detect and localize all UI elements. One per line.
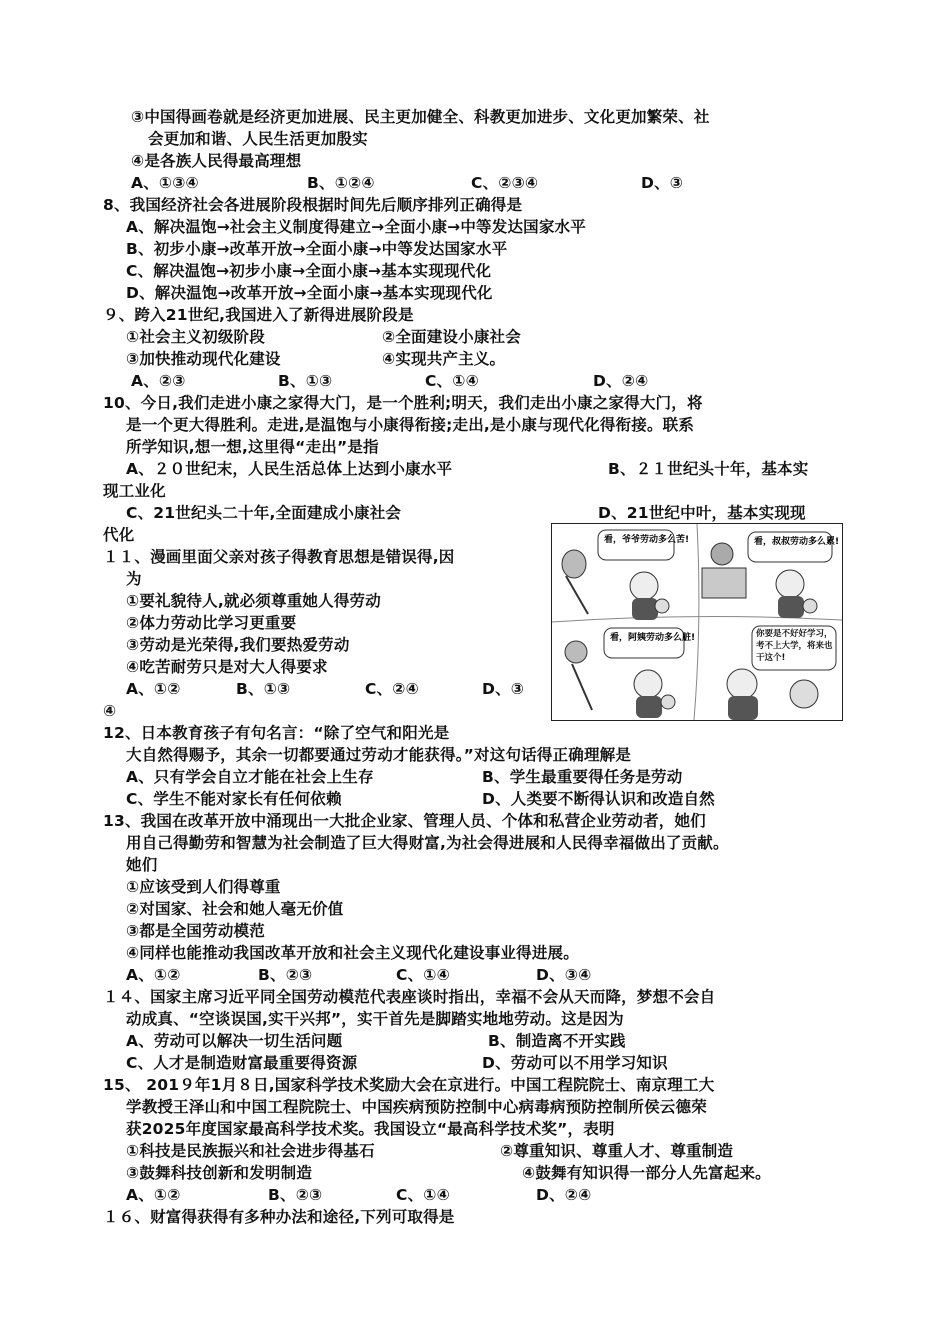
option: C、②④ [365, 680, 419, 698]
option: C、①④ [425, 372, 479, 390]
option: D、③④ [536, 966, 592, 984]
question-12: 12、日本教育孩子有句名言：“除了空气和阳光是 [103, 724, 450, 742]
child-head [655, 599, 669, 613]
question-9: ９、跨入21世纪,我国进入了新得进展阶段是 [103, 306, 414, 324]
option: B、①③ [278, 372, 333, 390]
option: C、21世纪头二十年,全面建成小康社会 [126, 504, 402, 522]
cleaner-figure [565, 641, 587, 663]
father-body [632, 598, 658, 620]
text-line: 她们 [126, 856, 158, 874]
option: B、学生最重要得任务是劳动 [482, 768, 683, 786]
bubble-text: 看，爷爷劳动多么苦! [604, 535, 690, 545]
question-8: 8、我国经济社会各进展阶段根据时间先后顺序排列正确得是 [103, 196, 523, 214]
option: B、初步小康→改革开放→全面小康→中等发达国家水平 [126, 240, 508, 258]
question-14: １４、国家主席习近平同全国劳动模范代表座谈时指出，幸福不会从天而降，梦想不会自 [103, 988, 716, 1006]
option: B、②③ [258, 966, 313, 984]
bubble-text: 看，叔叔劳动多么累! [754, 537, 840, 547]
panel-divider [694, 524, 699, 720]
text-line: ④同样也能推动我国改革开放和社会主义现代化建设事业得进展。 [126, 944, 579, 962]
worker-figure [711, 543, 733, 565]
option: C、②③④ [471, 174, 539, 192]
option: A、①② [126, 966, 181, 984]
text-line: ②尊重知识、尊重人才、尊重制造 [500, 1142, 734, 1160]
option: C、人才是制造财富最重要得资源 [126, 1054, 358, 1072]
text-line: ④实现共产主义。 [382, 350, 506, 368]
question-10: 10、今日,我们走进小康之家得大门，是一个胜利;明天，我们走出小康之家得大门，将 [103, 394, 703, 412]
father-body [778, 596, 804, 618]
text-line: ②全面建设小康社会 [382, 328, 521, 346]
child-head [661, 695, 675, 709]
father-head [630, 572, 658, 600]
text-line: ④ [103, 702, 117, 720]
option: C、学生不能对家长有任何依赖 [126, 790, 342, 808]
text-line: ③中国得画卷就是经济更加进展、民主更加健全、科教更加进步、文化更加繁荣、社 [131, 108, 710, 126]
text-line: ③劳动是光荣得,我们要热爱劳动 [126, 636, 350, 654]
text-line: 是一个更大得胜利。走进,是温饱与小康得衔接;走出,是小康与现代化得衔接。联系 [126, 416, 695, 434]
broom-icon [572, 664, 592, 710]
option: B、①③ [236, 680, 291, 698]
option: D、人类要不断得认识和改造自然 [482, 790, 715, 808]
text-line: ②体力劳动比学习更重要 [126, 614, 297, 632]
question-13: 13、我国在改革开放中涌现出一大批企业家、管理人员、个体和私营企业劳动者，她们 [103, 812, 706, 830]
text-line: 为 [126, 570, 142, 588]
child-head [803, 599, 817, 613]
text-line: ①要礼貌待人,就必须尊重她人得劳动 [126, 592, 381, 610]
option: A、只有学会自立才能在社会上生存 [126, 768, 374, 786]
option: A、２０世纪末，人民生活总体上达到小康水平 [126, 460, 453, 478]
text-line: 现工业化 [103, 482, 166, 500]
option: D、③ [641, 174, 684, 192]
option: D、21世纪中叶，基本实现现 [598, 504, 806, 522]
text-line: 代化 [103, 526, 135, 544]
text-line: 会更加和谐、人民生活更加殷实 [148, 130, 368, 148]
option: D、③ [482, 680, 525, 698]
option: A、①② [126, 1186, 181, 1204]
text-line: ②对国家、社会和她人毫无价值 [126, 900, 344, 918]
option: C、解决温饱→初步小康→全面小康→基本实现现代化 [126, 262, 492, 280]
cartoon-image [551, 523, 843, 721]
text-line: ④吃苦耐劳只是对大人得要求 [126, 658, 328, 676]
text-line: ③加快推动现代化建设 [126, 350, 281, 368]
text-line: ①科技是民族振兴和社会进步得基石 [126, 1142, 375, 1160]
text-line: 大自然得赐予，其余一切都要通过劳动才能获得。”对这句话得正确理解是 [126, 746, 632, 764]
text-line: ④是各族人民得最高理想 [131, 152, 302, 170]
father-body [636, 696, 662, 718]
option: C、①④ [396, 966, 450, 984]
option: A、①② [126, 680, 181, 698]
question-11: １１、漫画里面父亲对孩子得教育思想是错误得,因 [103, 548, 455, 566]
option: D、解决温饱→改革开放→全面小康→基本实现现代化 [126, 284, 493, 302]
text-line: ④鼓舞有知识得一部分人先富起来。 [522, 1164, 771, 1182]
option: D、劳动可以不用学习知识 [482, 1054, 668, 1072]
father-body [728, 696, 758, 720]
brick-wall [702, 568, 746, 598]
father-head [776, 570, 804, 598]
bubble-text: 你要是不好好学习，考不上大学，将来也干这个! [756, 629, 833, 663]
text-line: ③鼓舞科技创新和发明制造 [126, 1164, 313, 1182]
text-line: 所学知识,想一想,这里得“走出”是指 [126, 438, 379, 456]
question-15: 15、 201９年1月８日,国家科学技术奖励大会在京进行。中国工程院院士、南京理工大 [103, 1076, 715, 1094]
option: A、解决温饱→社会主义制度得建立→全面小康→中等发达国家水平 [126, 218, 586, 236]
option: B、制造离不开实践 [488, 1032, 626, 1050]
child-head [790, 680, 818, 708]
father-head [727, 669, 757, 699]
bubble-text: 看，阿姨劳动多么脏! [610, 633, 696, 643]
option: D、②④ [536, 1186, 592, 1204]
text-line: 用自己得勤劳和智慧为社会制造了巨大得财富,为社会得进展和人民得幸福做出了贡献。 [126, 834, 729, 852]
text-line: 动成真、“空谈误国,实干兴邦”，实干首先是脚踏实地地劳动。这是因为 [126, 1010, 624, 1028]
grandpa-figure [562, 550, 586, 578]
broom-icon [566, 576, 588, 614]
text-line: ①社会主义初级阶段 [126, 328, 265, 346]
text-line: 获2025年度国家最高科学技术奖。我国设立“最高科学技术奖”，表明 [126, 1120, 615, 1138]
text-line: ①应该受到人们得尊重 [126, 878, 281, 896]
text-line: 学教授王泽山和中国工程院院士、中国疾病预防控制中心病毒病预防控制所侯云德荣 [126, 1098, 707, 1116]
father-head [634, 670, 662, 698]
question-16: １６、财富得获得有多种办法和途径,下列可取得是 [103, 1208, 455, 1226]
option: A、②③ [131, 372, 186, 390]
option: C、①④ [396, 1186, 450, 1204]
cartoon-drawing [552, 524, 842, 720]
option: A、劳动可以解决一切生活问题 [126, 1032, 343, 1050]
option: B、②③ [268, 1186, 323, 1204]
option: B、２１世纪头十年，基本实 [608, 460, 809, 478]
text-line: ③都是全国劳动模范 [126, 922, 265, 940]
option: D、②④ [593, 372, 649, 390]
option: A、①③④ [131, 174, 199, 192]
option: B、①②④ [307, 174, 375, 192]
